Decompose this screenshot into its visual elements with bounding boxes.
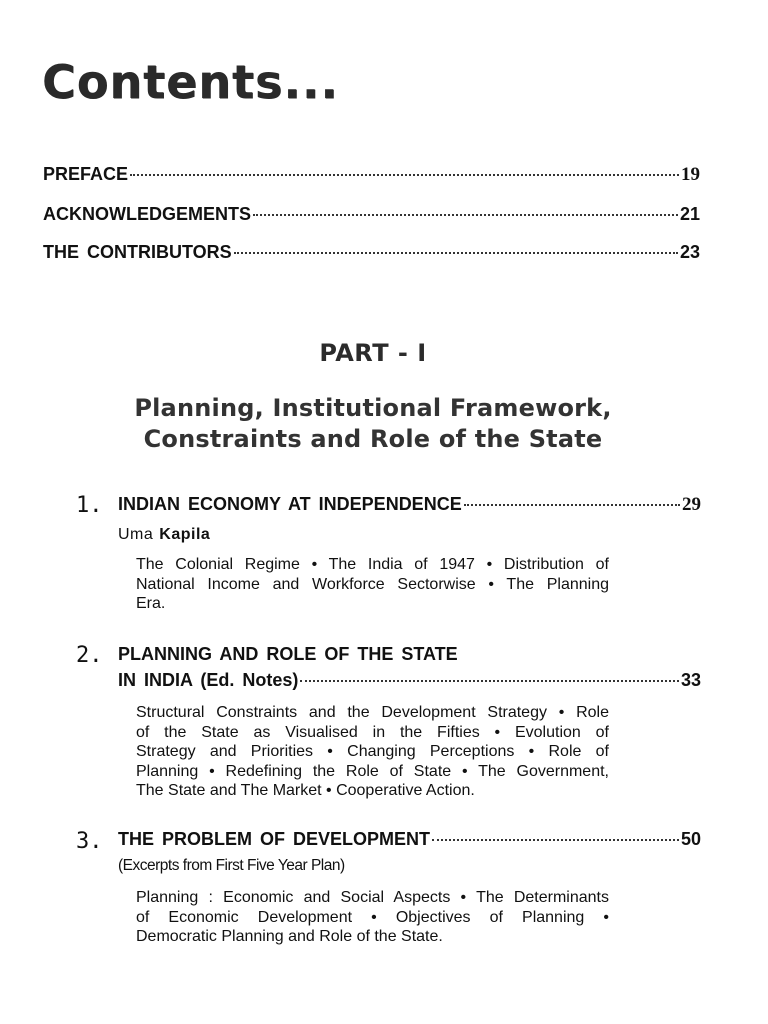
- toc-entry-acknowledgements[interactable]: [43, 204, 700, 225]
- dot-leader: [253, 214, 678, 216]
- summary-line: The State and The Market • Cooperative Action.: [136, 782, 475, 799]
- chapter-title-continued: IN INDIA (Ed. Notes): [118, 670, 299, 690]
- toc-entry-label: ACKNOWLEDGEMENTS: [43, 204, 251, 224]
- toc-entry-page: 23: [679, 242, 700, 262]
- author-first-name: Uma: [118, 526, 154, 543]
- chapter-page: 29: [682, 494, 701, 515]
- dot-leader: [432, 839, 679, 841]
- author-surname: Kapila: [159, 526, 211, 543]
- summary-line: The Colonial Regime • The India of 1947 • Distribution of: [136, 556, 609, 573]
- toc-entry-page: 21: [679, 204, 700, 224]
- chapter-1-entry[interactable]: [118, 494, 701, 516]
- chapter-3-entry[interactable]: [118, 829, 701, 850]
- chapter-title: INDIAN ECONOMY AT INDEPENDENCE: [118, 494, 462, 514]
- chapter-summary: [136, 555, 609, 614]
- part-subtitle-line-2: Constraints and Role of the State: [143, 425, 603, 453]
- toc-entry-page: 19: [681, 164, 700, 185]
- dot-leader: [464, 504, 680, 506]
- dot-leader: [234, 252, 678, 254]
- toc-entry-label: THE CONTRIBUTORS: [43, 242, 232, 262]
- chapter-title[interactable]: PLANNING AND ROLE OF THE STATE: [118, 644, 458, 664]
- summary-line: Planning : Economic and Social Aspects • The Determinants: [136, 889, 609, 906]
- chapter-2-entry[interactable]: [118, 670, 701, 691]
- summary-line: of Economic Development • Objectives of Planning •: [136, 908, 609, 926]
- toc-entry-contributors[interactable]: [43, 242, 700, 263]
- chapter-source-note: (Excerpts from First Five Year Plan): [118, 857, 345, 874]
- toc-entry-preface[interactable]: [43, 164, 700, 186]
- summary-line: of the State as Visualised in the Fifties • Evolution of: [136, 723, 609, 741]
- dot-leader: [300, 680, 679, 682]
- summary-line: Era.: [136, 595, 166, 612]
- chapter-number: 1.: [76, 493, 103, 518]
- summary-line: Strategy and Priorities • Changing Perceptions • Role of: [136, 743, 609, 760]
- chapter-page: 50: [680, 829, 701, 849]
- toc-entry-label: PREFACE: [43, 164, 129, 184]
- chapter-title: THE PROBLEM OF DEVELOPMENT: [118, 829, 431, 849]
- part-heading: PART - I: [319, 339, 427, 367]
- part-subtitle-line-1: Planning, Institutional Framework,: [134, 394, 612, 422]
- summary-line: National Income and Workforce Sectorwise • The Planning: [136, 575, 609, 593]
- summary-line: Democratic Planning and Role of the State.: [136, 928, 443, 945]
- chapter-summary: [136, 888, 609, 947]
- summary-line: Planning • Redefining the Role of State • The Government,: [136, 762, 609, 780]
- chapter-page: 33: [680, 670, 701, 690]
- dot-leader: [130, 174, 679, 176]
- chapter-summary: [136, 703, 609, 801]
- contents-title: Contents...: [42, 55, 339, 109]
- chapter-number: 2.: [76, 643, 103, 668]
- chapter-author: [118, 526, 210, 544]
- chapter-number: 3.: [76, 829, 103, 854]
- summary-line: Structural Constraints and the Development Strategy • Role: [136, 704, 609, 721]
